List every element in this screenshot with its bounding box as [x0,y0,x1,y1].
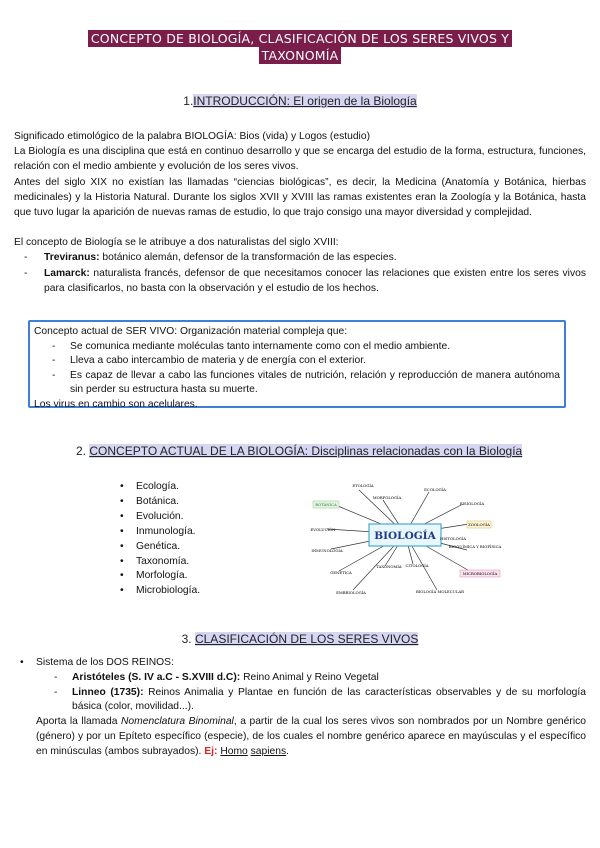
diagram-node: FISIOLOGÍA [459,501,485,506]
classification-item: - Aristóteles (S. IV a.C - S.XVIII d.C): Reino Animal y Reino Vegetal [52,671,586,686]
history-paragraph: Antes del siglo XIX no existían las llamadas “ciencias biológicas”, es decir, la Medicina (Anatomía y Botánica, hierbas medicinales) y la Historia Natural. Durante los siglos XVII y XVIII las ramas existentes eran la Zoología y la Botánica, hasta que tuvo lugar la aparición de nuevas ramas de estudio, lo que trajo consigo una mayor diversidad y complejidad. [14,176,586,219]
section-1-body [14,129,586,296]
section-3-number: 3. [181,632,192,646]
diagram-node: EMBRIOLOGÍA [336,590,366,595]
diagram-node: ECOLOGÍA [424,487,446,492]
document-title [40,30,560,64]
box-outro: Los virus en cambio son acelulares. [34,398,198,410]
section-1-title: INTRODUCCIÓN: El origen de la Biología [193,94,417,108]
diagram-node: HISTOLOGÍA [440,536,466,541]
diagram-node: CITOLOGÍA [405,563,429,568]
section-1-heading [0,94,600,108]
naturalists-intro: El concepto de Biología se le atribuye a dos naturalistas del siglo XVIII: [14,237,339,249]
section-3-title: CLASIFICACIÓN DE LOS SERES VIVOS [194,632,419,646]
diagram-node: INMUNOLOGÍA [311,548,343,553]
title-line-1: CONCEPTO DE BIOLOGÍA, CLASIFICACIÓN DE LOS SERES VIVOS Y [88,30,512,47]
box-item: - Se comunica mediante moléculas tanto internamente como con el medio ambiente. [34,340,560,355]
box-item: - Es capaz de llevar a cabo las funciones vitales de nutrición, relación y reproducción de manera autónoma sin perder su estructura hasta su muerte. [34,369,560,398]
biology-mind-map [305,478,505,602]
discipline-item: • Morfología. [120,569,200,584]
diagram-node: BIOQUÍMICA Y BIOFÍSICA [448,544,502,549]
section-2-number: 2. [76,444,87,458]
section-3-heading [0,632,600,646]
section-2-title: CONCEPTO ACTUAL DE LA BIOLOGÍA: Disciplinas relacionadas con la Biología [89,444,523,458]
discipline-item: • Botánica. [120,495,200,510]
etymology-paragraph: Significado etimológico de la palabra BIOLOGÍA: Bios (vida) y Logos (estudio) [14,131,370,142]
discipline-item: • Inmunología. [120,525,200,540]
diagram-node: ZOOLOGÍA [468,522,490,527]
diagram-node: GENÉTICA [330,570,352,575]
discipline-item: • Taxonomía. [120,555,200,570]
diagram-node: MORFOLOGÍA [372,495,402,500]
section-3-body [18,656,586,760]
two-kingdoms-system: • Sistema de los DOS REINOS: [18,656,586,671]
box-intro: Concepto actual de SER VIVO: Organización material compleja que: [34,326,348,337]
classification-list [52,671,586,715]
diagram-center-label: BIOLOGÍA [374,530,436,542]
box-list [34,340,560,398]
definition-paragraph: La Biología es una disciplina que está en continuo desarrollo y que se encarga del estudio de la forma, estructura, funciones, relación con el medio ambiente y evolución de los seres vivos. [14,146,586,173]
discipline-item: • Ecología. [120,480,200,495]
discipline-item: • Microbiología. [120,584,200,599]
discipline-item: • Genética. [120,540,200,555]
diagram-node: BOTÁNICA [315,502,337,507]
discipline-item: • Evolución. [120,510,200,525]
section-1-number: 1. [183,94,194,108]
title-line-2: TAXONOMÍA [259,47,342,64]
diagram-node: TAXONOMÍA [376,564,402,569]
living-being-box [28,320,566,408]
diagram-node: ETOLOGÍA [352,483,374,488]
nomenclature-paragraph: Aporta la llamada Nomenclatura Binominal, a partir de la cual los seres vivos son nombrados por un Nombre genérico (género) y por un Epíteto específico (especie), de los cuales el nombre genérico aparece en mayúsculas y el específico en minúsculas (ambos subrayados). Ej: Homo sapiens. [36,716,586,757]
naturalists-list [14,250,586,296]
diagram-node: BIOLOGÍA MOLECULAR [415,589,465,594]
diagram-node: MICROBIOLOGÍA [462,571,498,576]
diagram-node: EVOLUCIÓN [310,527,336,532]
classification-item: - Linneo (1735): Reinos Animalia y Plantae en función de las características observables y de su morfología básica (color, movilidad...). [52,686,586,716]
naturalist-item: - Treviranus: botánico alemán, defensor de la transformación de las especies. [14,250,586,265]
disciplines-list [120,480,200,599]
box-item: - Lleva a cabo intercambio de materia y de energía con el exterior. [34,354,560,369]
section-2-heading [76,444,522,458]
naturalist-item: - Lamarck: naturalista francés, defensor de que necesitamos conocer las relaciones que existen entre los seres vivos para clasificarlos, no basta con la observación y el estudio de los hechos. [14,266,586,296]
